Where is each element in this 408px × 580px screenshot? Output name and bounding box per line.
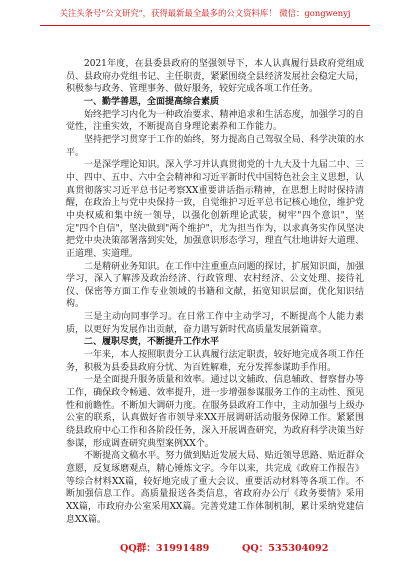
intro-paragraph: 2021年度，在县委县政府的坚强领导下，本人认真履行县政府党组成员、县政府办党组书记、主任职责，紧紧围绕全县经济发展社会稳定大局，积极参与政务、管理事务、做好服务，较好完成各项工作任务。 xyxy=(66,59,364,95)
qq-group-label: QQ群：31991489 xyxy=(120,543,210,554)
body-paragraph: 坚持把学习贯穿于工作的始终，努力提高自己驾驭全局、科学决策的水平。 xyxy=(66,134,364,158)
body-paragraph: 一是全面提升服务质量和效率。通过以文辅政、信息辅政、督察督办等工作，确保政令畅通、效率提升，进一步增强参谋服务工作的主动性、预见性和前瞻性。不断加大调研力度。在服务县政府工作中，主动加强与上级办公室的联系，认真做好省市领导来XX开展调研活动服务保障工作。紧紧围绕县政府中心工作和各阶段任务，深入开展调查研究，为政府科学决策当好参谋，形成调查研究典型案例XX个。 xyxy=(66,375,364,449)
body-paragraph: 一是深学理论知识。深入学习并认真贯彻党的十九大及十九届二中、三中、四中、五中、六中全会精神和习近平新时代中国特色社会主义思想，认真贯彻落实习近平总书记考察XX重要讲话指示精神，在思想上时时保持清醒，在政治上与党中央保持一致，自觉维护习近平总书记核心地位，维护党中央权威和集中统一领导，以强化创新理论武装，树牢"四个意识"，坚定"四个自信"，坚决做到"两个维护"，尤为担当作为，以求真务实作风坚决把党中央决策部署落到实处，加强意识形态学习，理直气壮地讲好大道理、正道理、实道理。 xyxy=(66,160,364,259)
qq-contact-label: QQ：535304092 xyxy=(242,543,329,554)
section-heading-2: 二、履职尽责，不断提升工作水平 xyxy=(84,337,220,348)
body-paragraph: 不断提高文稿水平。努力做到贴近发展大局、贴近领导思路、贴近群众意愿，反复琢磨观点，精心锤炼文字。今年以来，共完成《政府工作报告》等综合材料XX篇，较好地完成了重大会议、重要活动材料等各项工作。不断加强信息工作。高质量报送各类信息，省政府办公厅《政务要情》采用XX篇，市政府办公室采用XX篇。完善党建工作体制机制，累计采纳党建信息XX篇。 xyxy=(66,451,364,525)
body-paragraph: 一年来，本人按照职责分工认真履行法定职责，较好地完成各项工作任务，积极为县委县政府分忧、为百姓解难，充分发挥参谋助手作用。 xyxy=(66,350,364,373)
banner-divider xyxy=(40,25,370,26)
document-body xyxy=(66,58,364,526)
section-heading-1: 一、勤学善思，全面提高综合素质 xyxy=(84,96,220,107)
body-paragraph: 始终把学习内化为一种政治要求、精神追求和生活态度，加强学习的自觉性，注重实效，不断提高自身理论素养和工作能力。 xyxy=(66,109,364,133)
body-paragraph: 三是主动向同事学习。在日常工作中主动学习，不断提高个人能力素质，以更好为发展作出贡献，奋力谱写新时代高质量发展新篇章。 xyxy=(66,312,364,335)
promo-banner: 关注头条号"公文研究"，获得最新最全最多的公文资料库！ 微信：gongwenyj xyxy=(59,8,351,18)
body-paragraph: 二是精研业务知识。在工作中注重重点问题的探讨，扩展知识面，加强学习，深入了解涉及政治经济、行政管理、农村经济、公文处理、接待礼仪、保密等方面工作专业领域的书籍和文献，拓宽知识层面，优化知识结构。 xyxy=(66,261,364,310)
